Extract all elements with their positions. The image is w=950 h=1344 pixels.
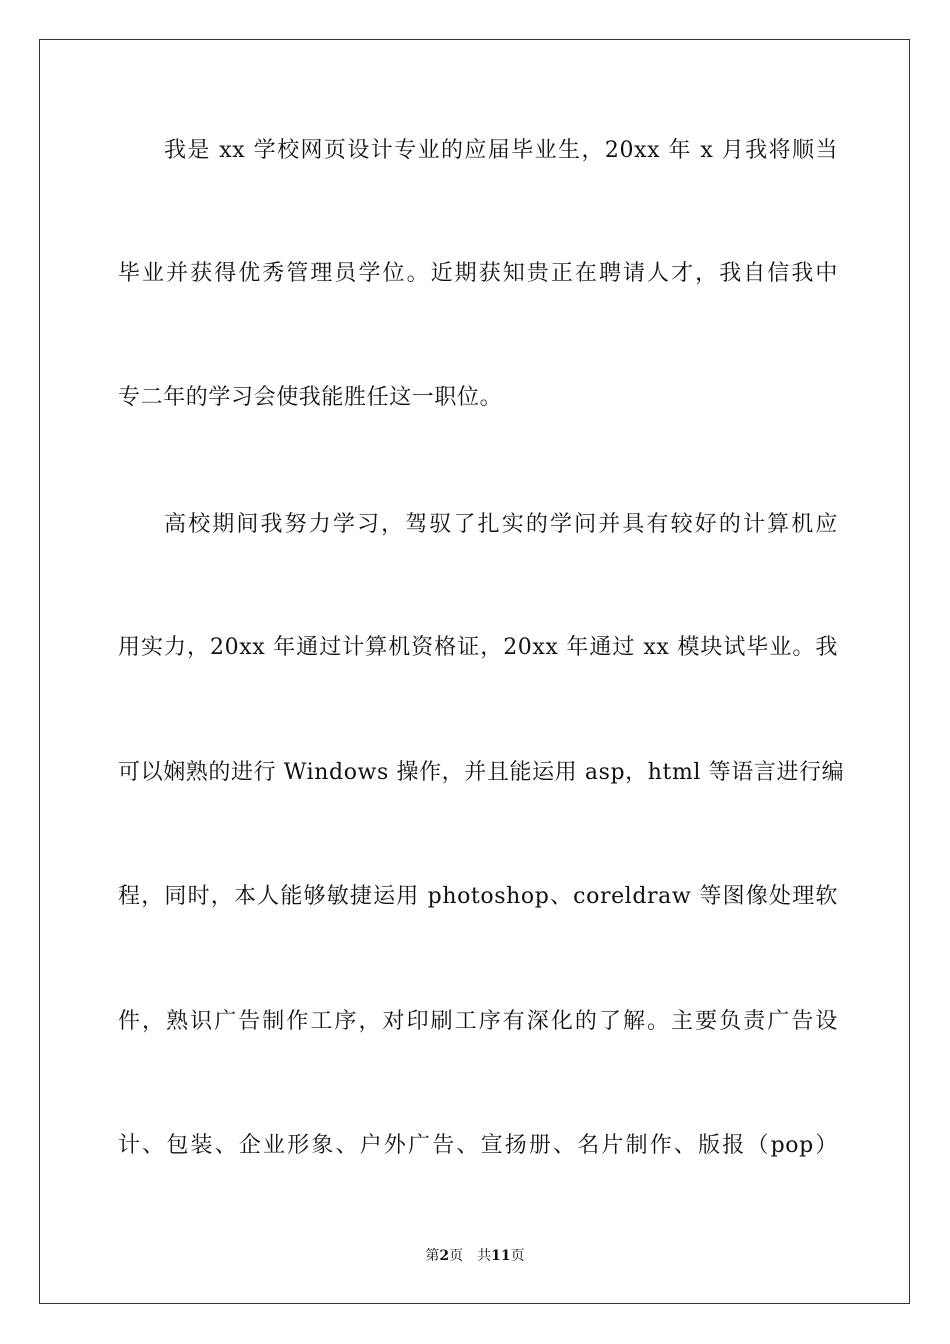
paragraph-2-line-6: 计、包装、企业形象、户外广告、宣扬册、名片制作、版报（pop） xyxy=(118,1133,838,1158)
total-pages: 11 xyxy=(491,1248,511,1264)
paragraph-1-line-2: 毕业并获得优秀管理员学位。近期获知贵正在聘请人才，我自信我中 xyxy=(118,261,838,286)
paragraph-1-line-1: 我是 xx 学校网页设计专业的应届毕业生，20xx 年 x 月我将顺当 xyxy=(164,138,838,163)
paragraph-2-line-4: 程，同时，本人能够敏捷运用 photoshop、coreldraw 等图像处理软 xyxy=(118,884,838,909)
page-suffix: 页 xyxy=(449,1248,464,1264)
paragraph-2-line-3: 可以娴熟的进行 Windows 操作，并且能运用 asp，html 等语言进行编 xyxy=(118,760,845,785)
paragraph-2-line-2: 用实力，20xx 年通过计算机资格证，20xx 年通过 xx 模块试毕业。我 xyxy=(118,635,838,660)
total-prefix: 共 xyxy=(477,1248,492,1264)
total-suffix: 页 xyxy=(510,1248,525,1264)
paragraph-1-line-3: 专二年的学习会使我能胜任这一职位。 xyxy=(118,385,503,410)
paragraph-2-line-5: 件，熟识广告制作工序，对印刷工序有深化的了解。主要负责广告设 xyxy=(118,1009,838,1034)
paragraph-2-line-1: 高校期间我努力学习，驾驭了扎实的学问并具有较好的计算机应 xyxy=(164,512,838,537)
page-number: 2 xyxy=(439,1248,450,1264)
page-footer xyxy=(0,1245,950,1265)
page-prefix: 第 xyxy=(425,1248,440,1264)
page-frame xyxy=(39,39,910,1304)
